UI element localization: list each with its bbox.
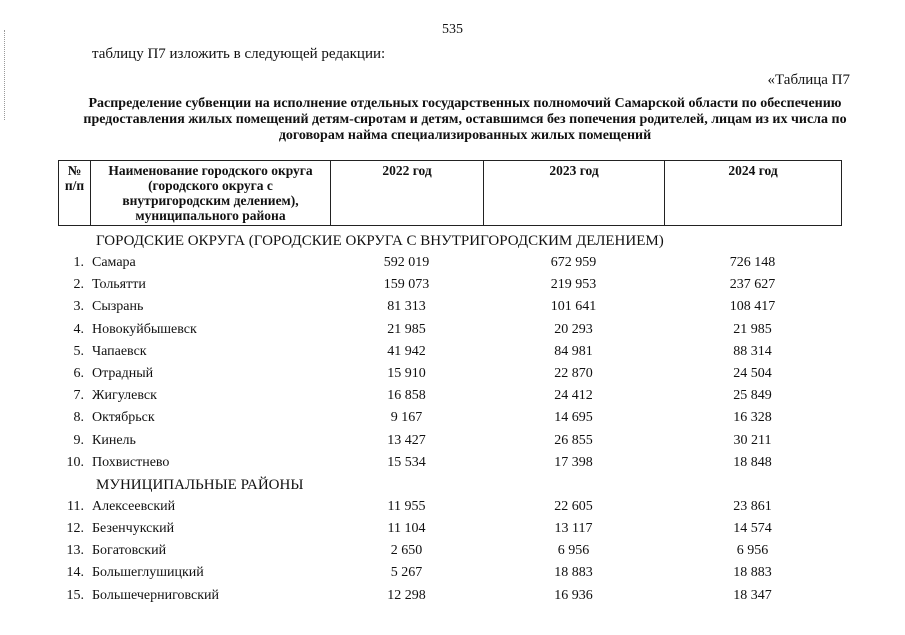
row-number: 15.: [66, 587, 84, 603]
value-2022: 2 650: [390, 543, 423, 559]
row-name: Большеглушицкий: [92, 565, 204, 581]
intro-text: таблицу П7 изложить в следующей редакции:: [92, 46, 386, 62]
value-2024: 18 883: [733, 565, 772, 581]
table-row: [58, 540, 853, 562]
value-2022: 5 267: [390, 565, 423, 581]
row-number: 11.: [67, 498, 84, 514]
table-row: [58, 341, 853, 363]
value-2022: 16 858: [387, 388, 426, 404]
column-header-name: Наименование городского округа (городского округа с внутригородским делением), муниципального района: [91, 161, 331, 226]
row-number: 14.: [66, 565, 84, 581]
table-row: [58, 252, 853, 274]
row-number: 10.: [66, 454, 84, 470]
value-2024: 6 956: [736, 543, 769, 559]
table-row: [58, 585, 853, 607]
value-2022: 159 073: [383, 277, 430, 293]
column-header-2023: 2023 год: [484, 161, 665, 226]
value-2023: 219 953: [550, 277, 597, 293]
table-row: [58, 518, 853, 540]
table-body: [58, 230, 853, 607]
row-number: 4.: [73, 321, 84, 337]
value-2024: 24 504: [733, 365, 772, 381]
value-2023: 22 870: [554, 365, 593, 381]
value-2023: 101 641: [550, 299, 597, 315]
value-2023: 24 412: [554, 388, 593, 404]
row-name: Тольятти: [92, 277, 146, 293]
table-row: [58, 385, 853, 407]
row-name: Новокуйбышевск: [92, 321, 197, 337]
value-2024: 16 328: [733, 410, 772, 426]
section-title: ГОРОДСКИЕ ОКРУГА (ГОРОДСКИЕ ОКРУГА С ВНУТРИГОРОДСКИМ ДЕЛЕНИЕМ): [96, 233, 664, 249]
table-row: [58, 363, 853, 385]
row-name: Похвистнево: [92, 454, 170, 470]
value-2022: 81 313: [387, 299, 426, 315]
value-2024: 30 211: [733, 432, 772, 448]
value-2022: 9 167: [390, 410, 423, 426]
value-2023: 14 695: [554, 410, 593, 426]
value-2024: 21 985: [733, 321, 772, 337]
value-2022: 592 019: [383, 255, 430, 270]
value-2022: 12 298: [387, 587, 426, 603]
row-number: 3.: [73, 299, 84, 315]
row-name: Чапаевск: [92, 343, 147, 359]
row-number: 7.: [73, 388, 84, 404]
row-number: 6.: [73, 365, 84, 381]
table-heading: Распределение субвенции на исполнение отдельных государственных полномочий Самарской области по обеспечению предоставления жилых помещений детям-сиротам и детям, оставшимся без попечения родителей, лицам из их числа по договорам найма специализированных жилых помещений: [83, 96, 847, 143]
table-row: [58, 319, 853, 341]
value-2024: 18 848: [733, 454, 772, 470]
row-name: Алексеевский: [92, 498, 176, 514]
row-name: Безенчукский: [92, 521, 175, 537]
value-2022: 11 955: [387, 498, 426, 514]
row-number: 12.: [66, 521, 84, 537]
row-name: Большечерниговский: [92, 587, 220, 603]
row-name: Октябрьск: [92, 410, 155, 426]
value-2022: 11 104: [387, 521, 426, 537]
row-number: 9.: [73, 432, 84, 448]
value-2022: 41 942: [387, 343, 426, 359]
value-2024: 726 148: [729, 255, 776, 270]
value-2024: 25 849: [733, 388, 772, 404]
row-number: 13.: [66, 543, 84, 559]
value-2023: 22 605: [554, 498, 593, 514]
value-2024: 108 417: [729, 299, 776, 315]
row-name: Самара: [92, 255, 136, 270]
value-2022: 21 985: [387, 321, 426, 337]
table-row: [58, 496, 853, 518]
table-row: [58, 274, 853, 296]
column-header-number: № п/п: [59, 161, 91, 226]
value-2023: 18 883: [554, 565, 593, 581]
value-2023: 17 398: [554, 454, 593, 470]
row-name: Сызрань: [92, 299, 144, 315]
value-2024: 237 627: [729, 277, 776, 293]
value-2024: 18 347: [733, 587, 772, 603]
table-row: [58, 407, 853, 429]
row-number: 2.: [73, 277, 84, 293]
row-name: Жигулевск: [92, 388, 157, 404]
row-number: 5.: [73, 343, 84, 359]
value-2022: 15 534: [387, 454, 426, 470]
row-number: 1.: [73, 255, 84, 270]
table-row: [58, 452, 853, 474]
page-number: 535: [442, 22, 463, 37]
row-name: Кинель: [92, 432, 136, 448]
table-row: [58, 562, 853, 584]
value-2024: 88 314: [733, 343, 772, 359]
table-row: [58, 430, 853, 452]
row-name: Богатовский: [92, 543, 167, 559]
section-title: МУНИЦИПАЛЬНЫЕ РАЙОНЫ: [96, 476, 304, 493]
value-2024: 23 861: [733, 498, 772, 514]
value-2022: 15 910: [387, 365, 426, 381]
value-2023: 13 117: [554, 521, 593, 537]
value-2023: 672 959: [550, 255, 597, 270]
value-2023: 20 293: [554, 321, 593, 337]
value-2023: 16 936: [554, 587, 593, 603]
column-header-2024: 2024 год: [665, 161, 842, 226]
row-name: Отрадный: [92, 365, 154, 381]
table-header: [58, 160, 842, 226]
value-2023: 6 956: [557, 543, 590, 559]
value-2024: 14 574: [733, 521, 772, 537]
table-reference: «Таблица П7: [767, 72, 850, 88]
value-2023: 26 855: [554, 432, 593, 448]
column-header-2022: 2022 год: [331, 161, 484, 226]
value-2022: 13 427: [387, 432, 426, 448]
row-number: 8.: [73, 410, 84, 426]
scan-margin-marks: [4, 30, 8, 120]
value-2023: 84 981: [554, 343, 593, 359]
table-row: [58, 296, 853, 318]
